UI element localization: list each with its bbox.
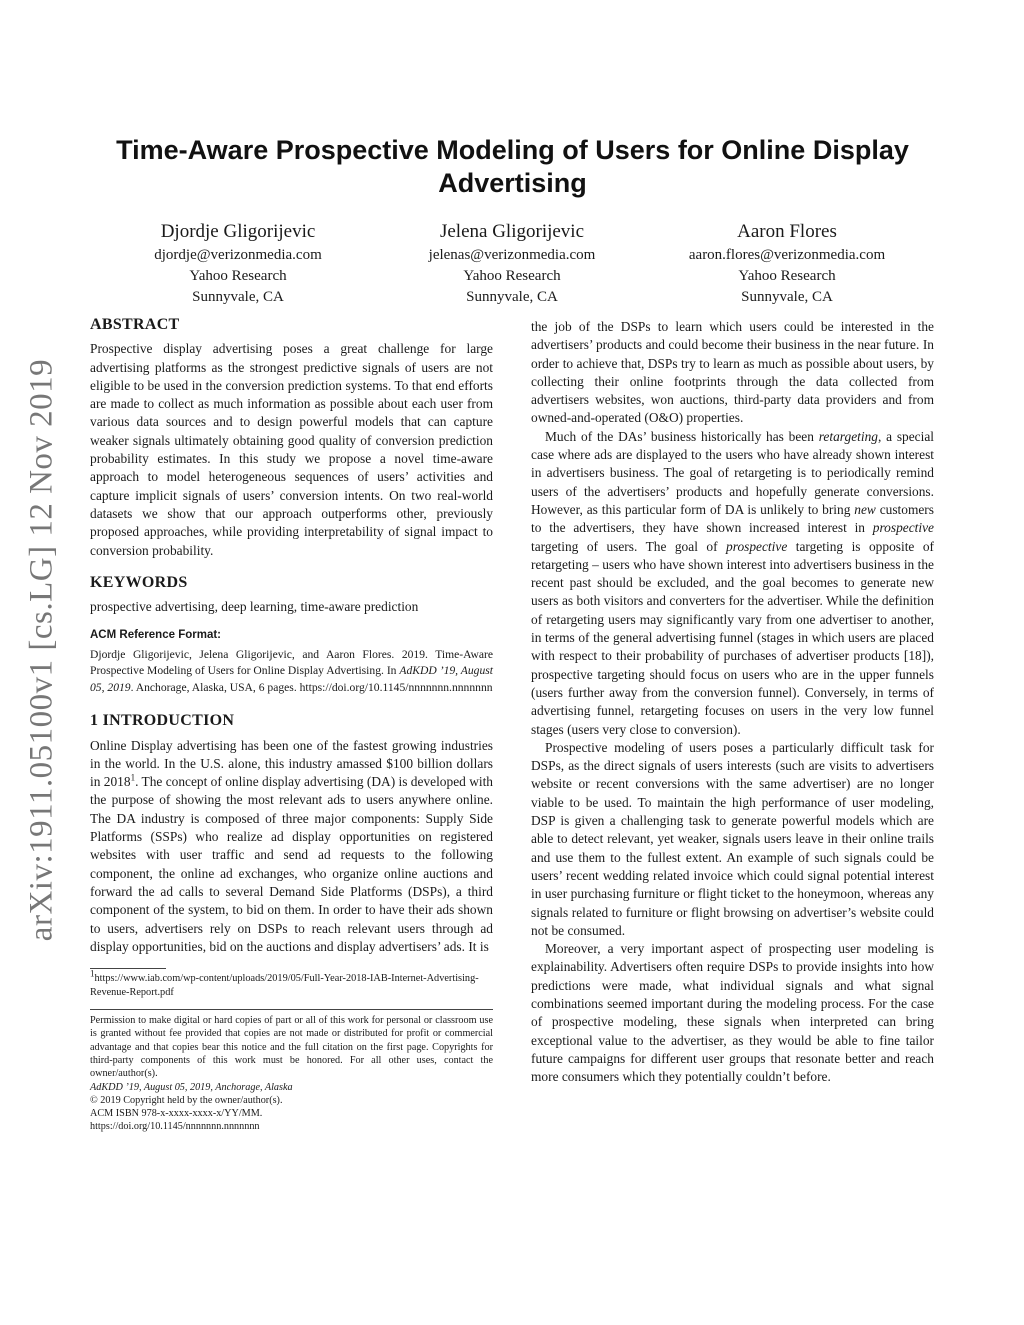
author-block-2 (382, 219, 642, 308)
author-block-1 (108, 219, 368, 308)
acm-reference-part2: . Anchorage, Alaska, USA, 6 pages. https://doi.org/10.1145/nnnnnnn.nnnnnnn (130, 680, 493, 694)
footnote-rule (90, 968, 166, 969)
author-name: Jelena Gligorijevic (439, 221, 585, 242)
intro-paragraph-4: Moreover, a very important aspect of prospecting user modeling is explainability. Advertisers often require DSPs to provide insights into how predictions were made, what individual signals and what signal combinations seemed important during the modeling process. For the case of prospective modeling, these signals when interpreted can bring exceptional value to the advertiser, as they would be able to fine tailor future campaigns for different user groups that resonate better and reach more consumers which they potentially couldn’t before. (531, 941, 934, 1085)
footnote-mark: 1 (90, 968, 95, 979)
author-location: Sunnyvale, CA (192, 289, 284, 305)
permission-block (90, 1014, 493, 1134)
intro-paragraph-3: Prospective modeling of users poses a particularly difficult task for DSPs, as the direct signals of users interests (such are visits to advertisers website or recent conversions with the same advertiser) are no longer viable to be used. To maintain the high performance of user modeling, DSP is given a challenging task to generate powerful models which are able to detect relevant, yet weaker, signals users leave in their online trails and use them to the fullest extent. An example of such signals could be users’ recent wedding related invoice which could signal potential interest in user purchasing furniture or flight ticket to the honeymoon, whereas any signals related to furniture or flight browsing on advertiser’s website could not be consumed. (531, 739, 934, 938)
introduction-heading: 1 INTRODUCTION (90, 712, 235, 730)
author-name: Aaron Flores (737, 221, 837, 242)
keywords-heading: KEYWORDS (90, 573, 188, 591)
author-email: jelenas@verizonmedia.com (428, 247, 596, 263)
intro-paragraph-1 (90, 737, 493, 957)
acm-reference-heading: ACM Reference Format: (90, 629, 221, 642)
acm-reference-venue: AdKDD ’19, August 05, 2019 (90, 664, 493, 694)
author-email: aaron.flores@verizonmedia.com (688, 247, 886, 263)
title-line-2: Advertising (438, 168, 587, 198)
permission-conference: AdKDD ’19, August 05, 2019, Anchorage, Alaska (90, 1081, 293, 1093)
abstract-text: Prospective display advertising poses a great challenge for large advertising platforms as the strongest predictive signals of users are not eligible to be used in the conversion prediction systems. To that end efforts are made to collect as much information as possible about each user from various data sources and to design powerful models that can capture weaker signals ultimately obtaining good quality of conversion prediction probability estimates. In this study we propose a novel time-aware approach to model heterogeneous sequences of users’ activities and capture implicit signals of users’ conversion intents. On two real-world datasets we show that our approach outperforms other, previously proposed approaches, while providing interpretability of signal impact to conversion probability. (90, 341, 493, 558)
footnote (90, 968, 493, 999)
permission-isbn: ACM ISBN 978-x-xxxx-xxxx-x/YY/MM. (90, 1108, 263, 1120)
author-affiliation: Yahoo Research (738, 268, 836, 284)
author-location: Sunnyvale, CA (741, 289, 833, 305)
intro-p1-b: . The concept of online display advertising (DA) is developed with the purpose of showing the most relevant ads to users anywhere online. The DA industry is composed of three major components: Supply Side Platforms (SSPs) who realize ad display opportunities on registered websites with user traffic and send ad requests to the following component, the online ad exchanges, who organize online auctions and forward the ad calls to several Demand Side Platforms (DSPs), a third component of the system, to bid on them. In order to have their ads shown to users, advertisers rely on DSPs to reach relevant users through ad display opportunities, bid on the auctions and display advertisers’ ads. It is (90, 774, 493, 954)
author-affiliation: Yahoo Research (189, 268, 287, 284)
acm-reference-part1: Djordje Gligorijevic, Jelena Gligorijevic, and Aaron Flores. 2019. Time-Aware Prospective Modeling of Users for Online Display Advertising. In (90, 647, 493, 678)
arxiv-stamp-text: arXiv:1911.05100v1 [cs.LG] 12 Nov 2019 (23, 358, 60, 942)
footnote-text: https://www.iab.com/wp-content/uploads/2019/05/Full-Year-2018-IAB-Internet-Advertising-Revenue-Report.pdf (90, 973, 479, 998)
title-line-1: Time-Aware Prospective Modeling of Users for Online Display (116, 135, 909, 165)
author-block-3 (657, 219, 917, 308)
intro-paragraph-1-continued: the job of the DSPs to learn which users could be interested in the advertisers’ products and could become their business in the near future. In order to achieve that, DSPs try to learn as much as possible about users, by collecting their online footprints through the data collected from advertisers websites, won auctions, third-party data providers and from owned-and-operated (O&O) properties. (531, 319, 934, 426)
author-name: Djordje Gligorijevic (160, 221, 316, 242)
footnote-ref: 1 (130, 772, 136, 783)
intro-paragraph-2: Much of the DAs’ business historically has been retargeting, a special case where ads are displayed to the users who have already shown interest in advertisers business. The goal of retargeting is to periodically remind users of the advertisers’ products and hopefully generate conversions. However, as this particular form of DA is unlikely to bring new customers to the advertisers, they have shown increased interest in prospective targeting of users. The goal of prospective targeting is opposite of retargeting – users who have shown interest into advertisers business in the recent past should be excluded, and the goal becomes to generate new users as both visitors and converters for the advertiser. While the definition of retargeting users may significantly vary from one advertiser to another, in terms of the general advertising funnel (stages in which users are placed with respect to their probability of purchases of advertiser products [18]), prospective targeting should focus on users who are in the upper funnels (users further away from the conversion funnel). Conversely, in terms of advertising funnel, retargeting focuses on users in the very low funnel stages (users very close to conversion). (531, 428, 934, 737)
left-column (90, 316, 493, 1134)
acm-reference-text (90, 647, 493, 697)
author-email: djordje@verizonmedia.com (154, 247, 322, 263)
permission-doi: https://doi.org/10.1145/nnnnnnn.nnnnnnn (90, 1121, 260, 1133)
author-affiliation: Yahoo Research (463, 268, 561, 284)
permission-text: Permission to make digital or hard copies of part or all of this work for personal or classroom use is granted without fee provided that copies are not made or distributed for profit or commercial advantage and that copies bear this notice and the full citation on the first page. Copyrights for third-party components of this work must be honored. For all other uses, contact the owner/author(s). (90, 1015, 493, 1080)
permission-rule (90, 1009, 493, 1010)
keywords-text: prospective advertising, deep learning, time-aware prediction (90, 599, 419, 615)
right-column (531, 318, 934, 1086)
intro-p1-a: Online Display advertising has been one of the fastest growing industries in the world. In the U.S. alone, this industry amassed $100 billion dollars in 2018 (90, 737, 493, 790)
paper-title (90, 134, 935, 200)
author-location: Sunnyvale, CA (466, 289, 558, 305)
abstract-heading: ABSTRACT (90, 316, 180, 333)
permission-copyright: © 2019 Copyright held by the owner/author(s). (90, 1094, 283, 1106)
